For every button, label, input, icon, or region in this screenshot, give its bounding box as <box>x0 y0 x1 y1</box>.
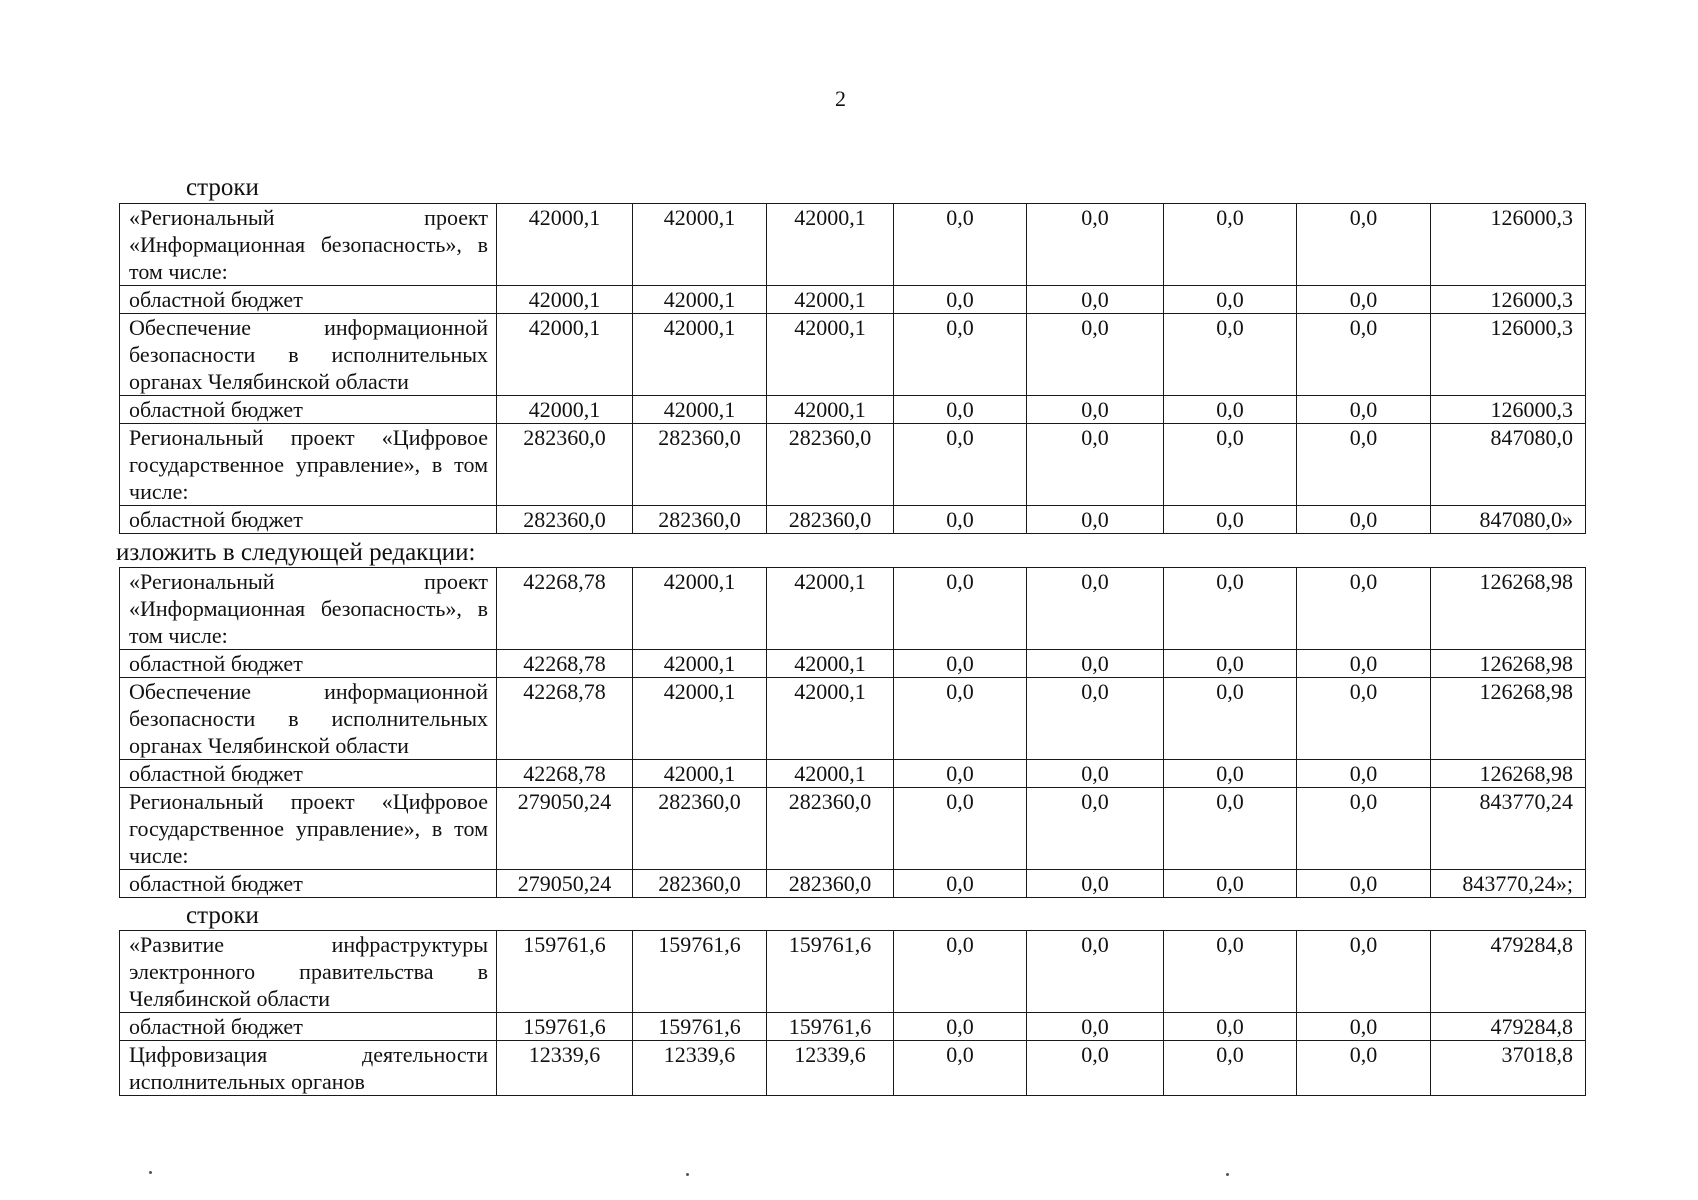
row-label: областной бюджет <box>120 396 497 424</box>
row-label: Цифровизация деятельности исполнительных органов <box>120 1041 497 1096</box>
row-label: областной бюджет <box>120 286 497 314</box>
value-cell: 42000,1 <box>767 396 894 424</box>
total-cell: 843770,24»; <box>1431 870 1586 898</box>
value-cell: 0,0 <box>894 931 1027 1013</box>
value-cell: 282360,0 <box>497 506 633 534</box>
value-cell: 0,0 <box>894 424 1027 506</box>
table-row <box>120 788 1586 870</box>
row-label: «Развитие инфраструктуры электронного правительства в Челябинской области <box>120 931 497 1013</box>
row-label: «Региональный проект «Информационная безопасность», в том числе: <box>120 568 497 650</box>
value-cell: 282360,0 <box>767 870 894 898</box>
value-cell: 42000,1 <box>633 760 767 788</box>
value-cell: 282360,0 <box>633 424 767 506</box>
value-cell: 159761,6 <box>767 931 894 1013</box>
value-cell: 0,0 <box>1164 788 1297 870</box>
value-cell: 0,0 <box>1027 204 1164 286</box>
caption-rows-old: строки <box>186 174 259 201</box>
value-cell: 0,0 <box>1297 424 1431 506</box>
value-cell: 282360,0 <box>767 788 894 870</box>
table-row <box>120 650 1586 678</box>
value-cell: 0,0 <box>1297 931 1431 1013</box>
value-cell: 0,0 <box>894 760 1027 788</box>
row-label: «Региональный проект «Информационная безопасность», в том числе: <box>120 204 497 286</box>
value-cell: 0,0 <box>894 1041 1027 1096</box>
value-cell: 42268,78 <box>497 760 633 788</box>
table-row <box>120 396 1586 424</box>
scan-speck <box>149 1171 152 1174</box>
value-cell: 42000,1 <box>767 286 894 314</box>
total-cell: 126000,3 <box>1431 204 1586 286</box>
table-row <box>120 678 1586 760</box>
value-cell: 42000,1 <box>767 568 894 650</box>
row-label: Обеспечение информационной безопасности в исполнительных органах Челябинской области <box>120 678 497 760</box>
value-cell: 42000,1 <box>633 204 767 286</box>
row-label: областной бюджет <box>120 760 497 788</box>
value-cell: 0,0 <box>894 396 1027 424</box>
row-label: Региональный проект «Цифровое государственное управление», в том числе: <box>120 424 497 506</box>
scan-speck <box>1226 1173 1229 1176</box>
value-cell: 0,0 <box>1027 760 1164 788</box>
value-cell: 42000,1 <box>633 650 767 678</box>
value-cell: 42000,1 <box>633 286 767 314</box>
value-cell: 159761,6 <box>497 1013 633 1041</box>
value-cell: 0,0 <box>1164 1041 1297 1096</box>
table-row <box>120 1041 1586 1096</box>
table-row <box>120 286 1586 314</box>
value-cell: 0,0 <box>1027 650 1164 678</box>
value-cell: 282360,0 <box>767 506 894 534</box>
value-cell: 0,0 <box>1164 1013 1297 1041</box>
value-cell: 159761,6 <box>767 1013 894 1041</box>
total-cell: 126000,3 <box>1431 314 1586 396</box>
value-cell: 0,0 <box>1164 204 1297 286</box>
value-cell: 0,0 <box>1297 314 1431 396</box>
budget-table-old <box>119 203 1586 534</box>
value-cell: 0,0 <box>1164 678 1297 760</box>
value-cell: 159761,6 <box>633 1013 767 1041</box>
value-cell: 0,0 <box>894 788 1027 870</box>
value-cell: 159761,6 <box>497 931 633 1013</box>
total-cell: 126268,98 <box>1431 650 1586 678</box>
value-cell: 0,0 <box>1297 760 1431 788</box>
value-cell: 0,0 <box>1297 1041 1431 1096</box>
value-cell: 0,0 <box>1164 506 1297 534</box>
value-cell: 0,0 <box>894 314 1027 396</box>
value-cell: 0,0 <box>1297 650 1431 678</box>
value-cell: 0,0 <box>894 204 1027 286</box>
total-cell: 843770,24 <box>1431 788 1586 870</box>
value-cell: 42000,1 <box>767 204 894 286</box>
total-cell: 126268,98 <box>1431 760 1586 788</box>
value-cell: 42000,1 <box>767 314 894 396</box>
value-cell: 0,0 <box>894 506 1027 534</box>
value-cell: 0,0 <box>1297 204 1431 286</box>
row-label: Обеспечение информационной безопасности в исполнительных органах Челябинской области <box>120 314 497 396</box>
value-cell: 159761,6 <box>633 931 767 1013</box>
value-cell: 0,0 <box>1164 424 1297 506</box>
value-cell: 0,0 <box>1027 788 1164 870</box>
value-cell: 42268,78 <box>497 650 633 678</box>
value-cell: 0,0 <box>1164 931 1297 1013</box>
value-cell: 0,0 <box>1164 396 1297 424</box>
table-row <box>120 760 1586 788</box>
table-row <box>120 314 1586 396</box>
value-cell: 42000,1 <box>497 314 633 396</box>
value-cell: 0,0 <box>1297 678 1431 760</box>
row-label: областной бюджет <box>120 1013 497 1041</box>
value-cell: 279050,24 <box>497 870 633 898</box>
value-cell: 42000,1 <box>497 396 633 424</box>
row-label: областной бюджет <box>120 650 497 678</box>
value-cell: 282360,0 <box>633 788 767 870</box>
value-cell: 42000,1 <box>767 650 894 678</box>
value-cell: 0,0 <box>894 650 1027 678</box>
page-number: 2 <box>835 86 846 111</box>
value-cell: 0,0 <box>894 286 1027 314</box>
caption-new-edition: изложить в следующей редакции: <box>116 539 476 566</box>
total-cell: 126268,98 <box>1431 678 1586 760</box>
value-cell: 42000,1 <box>767 678 894 760</box>
value-cell: 0,0 <box>1027 286 1164 314</box>
value-cell: 0,0 <box>1164 650 1297 678</box>
value-cell: 42000,1 <box>633 568 767 650</box>
value-cell: 0,0 <box>1164 760 1297 788</box>
budget-table-new <box>119 567 1586 898</box>
value-cell: 0,0 <box>894 678 1027 760</box>
total-cell: 126000,3 <box>1431 396 1586 424</box>
table-row <box>120 1013 1586 1041</box>
value-cell: 0,0 <box>1027 678 1164 760</box>
value-cell: 0,0 <box>1297 396 1431 424</box>
value-cell: 0,0 <box>1297 1013 1431 1041</box>
value-cell: 0,0 <box>1027 1013 1164 1041</box>
total-cell: 126000,3 <box>1431 286 1586 314</box>
value-cell: 0,0 <box>1027 424 1164 506</box>
scan-speck <box>686 1173 689 1176</box>
value-cell: 0,0 <box>1027 396 1164 424</box>
value-cell: 42000,1 <box>767 760 894 788</box>
value-cell: 42268,78 <box>497 678 633 760</box>
table-row <box>120 204 1586 286</box>
value-cell: 0,0 <box>894 1013 1027 1041</box>
value-cell: 0,0 <box>1027 314 1164 396</box>
value-cell: 0,0 <box>1297 506 1431 534</box>
total-cell: 126268,98 <box>1431 568 1586 650</box>
value-cell: 0,0 <box>1164 870 1297 898</box>
value-cell: 0,0 <box>1164 314 1297 396</box>
row-label: областной бюджет <box>120 870 497 898</box>
value-cell: 0,0 <box>1027 1041 1164 1096</box>
total-cell: 847080,0» <box>1431 506 1586 534</box>
value-cell: 0,0 <box>1297 870 1431 898</box>
table-row <box>120 424 1586 506</box>
value-cell: 0,0 <box>1027 506 1164 534</box>
value-cell: 0,0 <box>1164 286 1297 314</box>
table-row <box>120 870 1586 898</box>
table-row <box>120 506 1586 534</box>
total-cell: 479284,8 <box>1431 1013 1586 1041</box>
value-cell: 0,0 <box>1027 870 1164 898</box>
value-cell: 282360,0 <box>633 870 767 898</box>
value-cell: 279050,24 <box>497 788 633 870</box>
budget-table-next <box>119 930 1586 1096</box>
total-cell: 847080,0 <box>1431 424 1586 506</box>
table-row <box>120 568 1586 650</box>
value-cell: 0,0 <box>894 568 1027 650</box>
value-cell: 282360,0 <box>767 424 894 506</box>
table-row <box>120 931 1586 1013</box>
value-cell: 0,0 <box>1297 788 1431 870</box>
value-cell: 12339,6 <box>767 1041 894 1096</box>
value-cell: 42000,1 <box>633 678 767 760</box>
value-cell: 0,0 <box>1164 568 1297 650</box>
value-cell: 42268,78 <box>497 568 633 650</box>
value-cell: 0,0 <box>894 870 1027 898</box>
value-cell: 282360,0 <box>497 424 633 506</box>
row-label: областной бюджет <box>120 506 497 534</box>
value-cell: 42000,1 <box>497 204 633 286</box>
value-cell: 0,0 <box>1297 286 1431 314</box>
value-cell: 0,0 <box>1027 568 1164 650</box>
caption-rows-next: строки <box>186 902 259 929</box>
value-cell: 0,0 <box>1027 931 1164 1013</box>
value-cell: 42000,1 <box>633 396 767 424</box>
value-cell: 0,0 <box>1297 568 1431 650</box>
value-cell: 42000,1 <box>633 314 767 396</box>
value-cell: 42000,1 <box>497 286 633 314</box>
row-label: Региональный проект «Цифровое государственное управление», в том числе: <box>120 788 497 870</box>
total-cell: 479284,8 <box>1431 931 1586 1013</box>
value-cell: 282360,0 <box>633 506 767 534</box>
total-cell: 37018,8 <box>1431 1041 1586 1096</box>
value-cell: 12339,6 <box>633 1041 767 1096</box>
value-cell: 12339,6 <box>497 1041 633 1096</box>
